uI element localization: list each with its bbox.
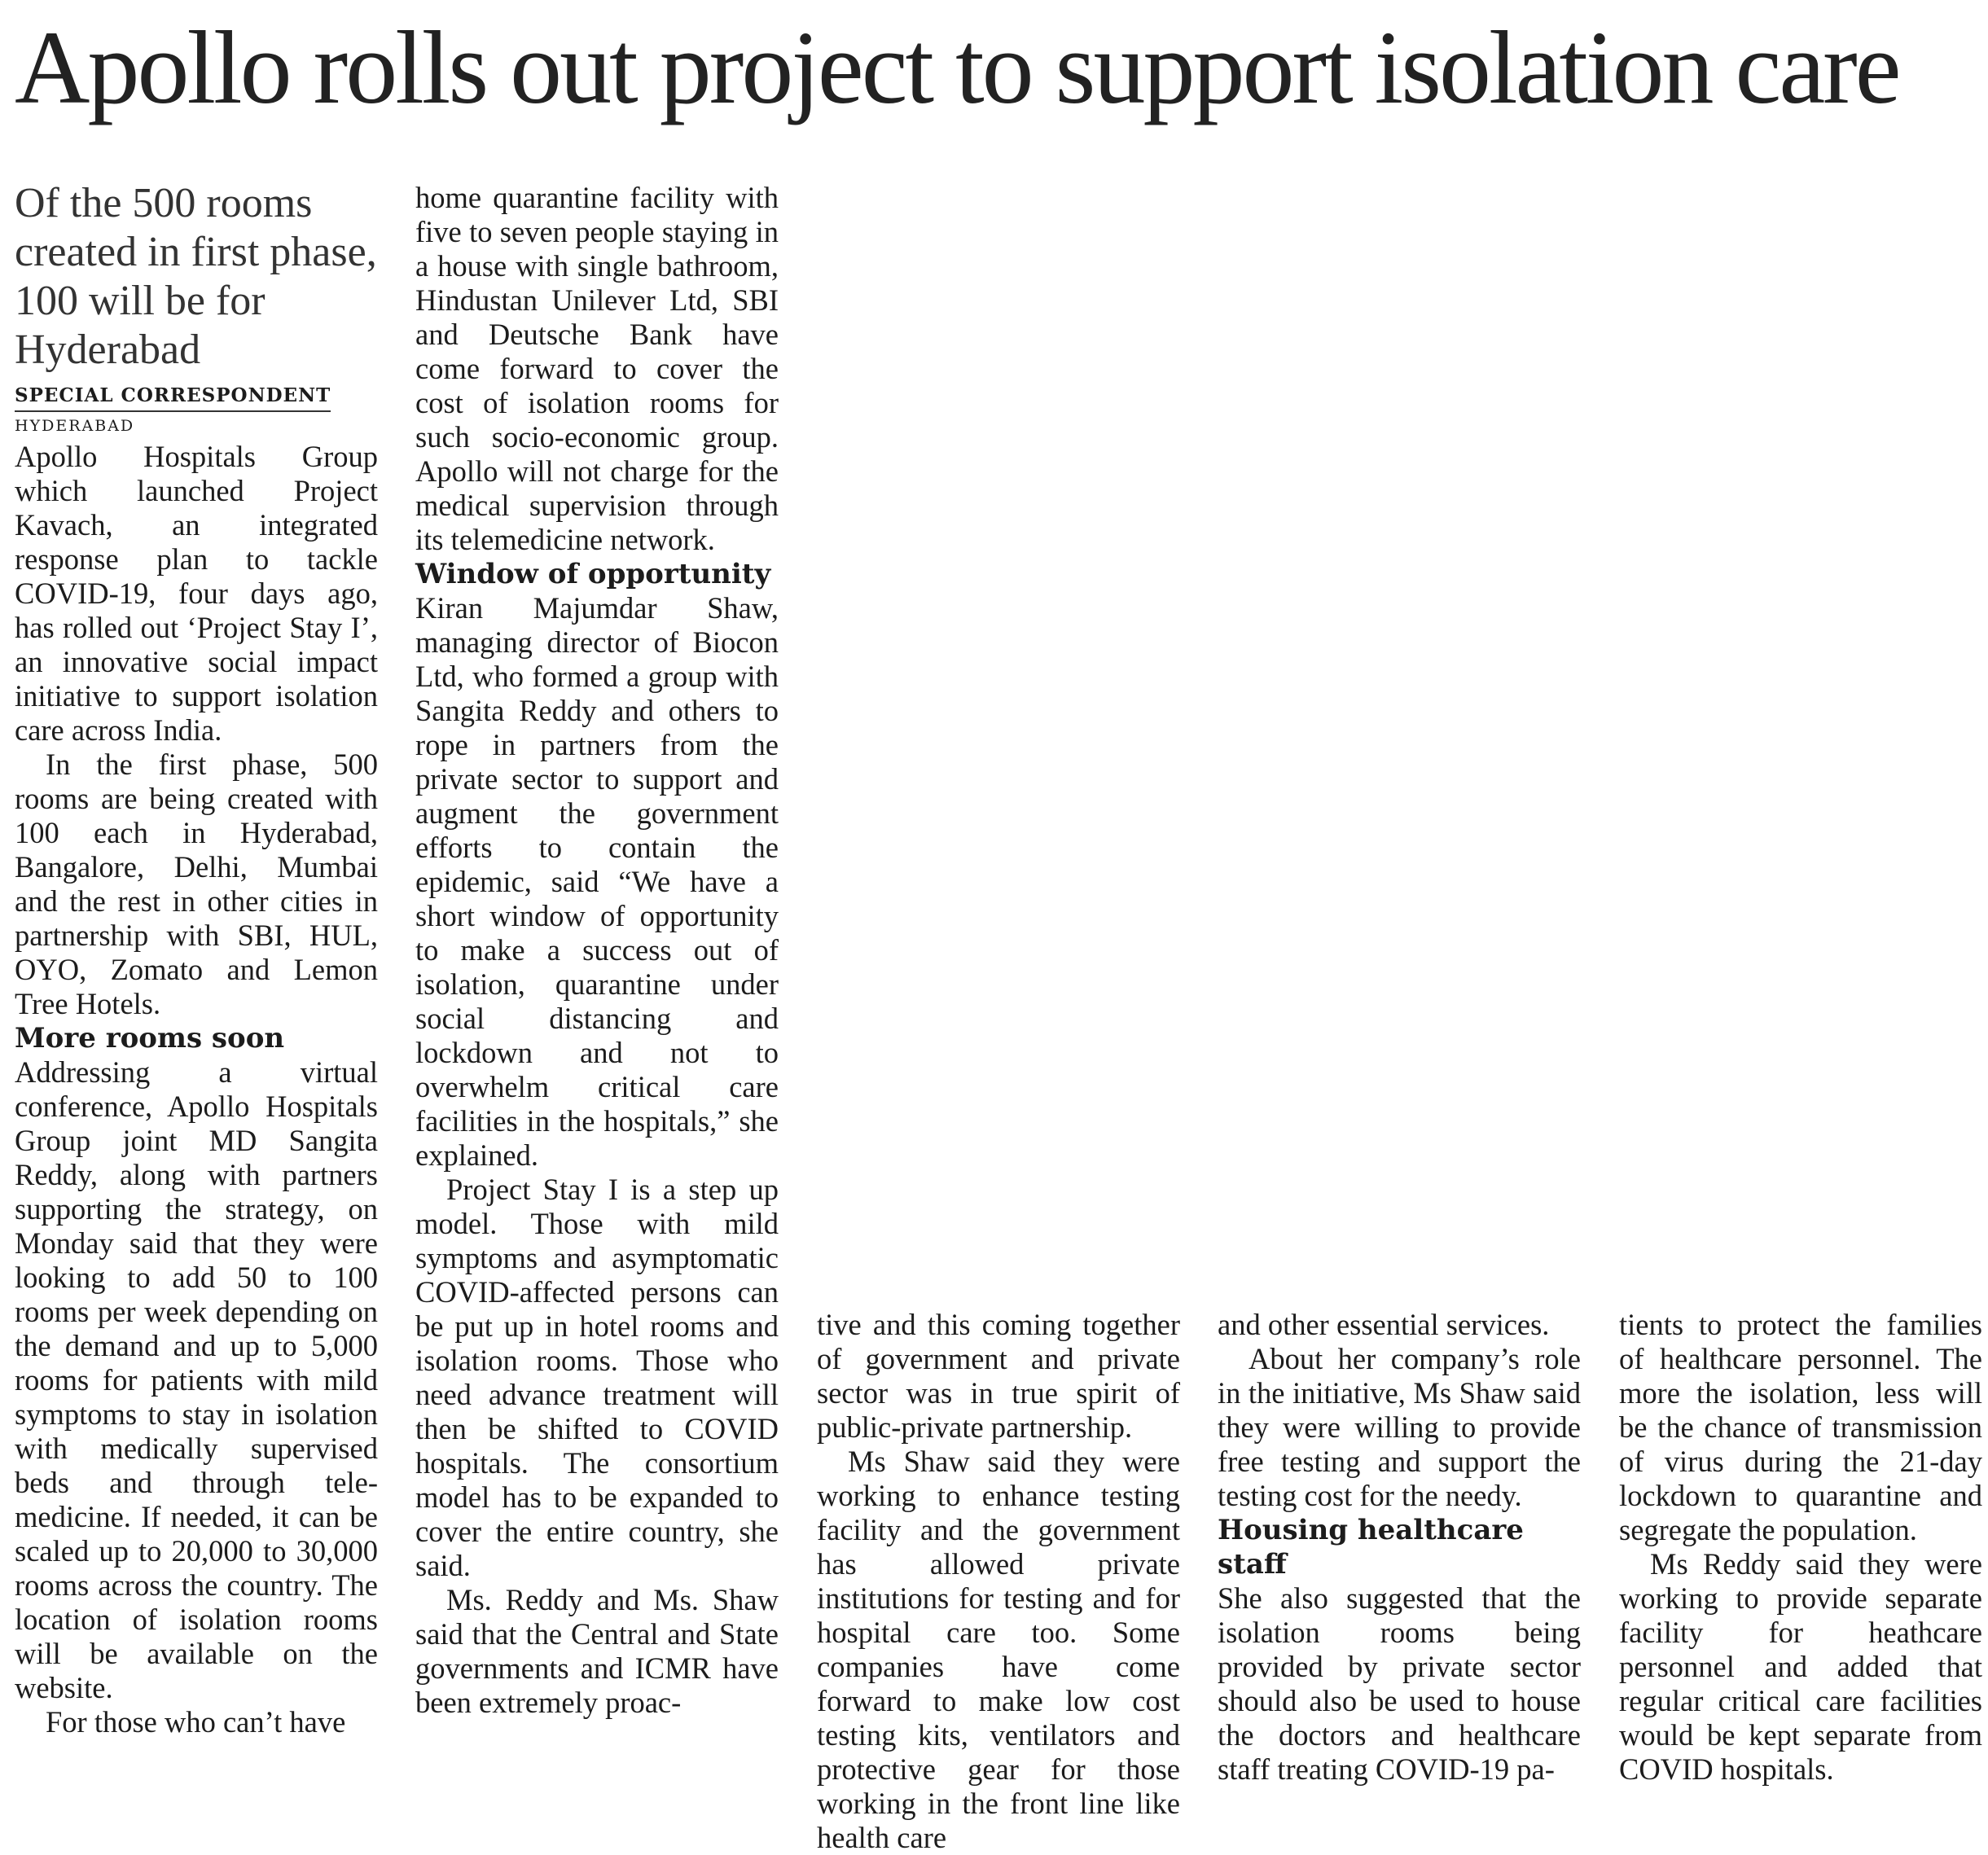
paragraph: Kiran Majumdar Shaw, managing director of Biocon Ltd, who formed a group with Sangita Reddy and others to rope in partners from the private sector to support and augment the government efforts to contain the epidemic, said “We have a short window of opportunity to make a success out of isolation, quarantine under social distancing and lockdown and not to overwhelm critical care facilities in the hospitals,” she explained.	[415, 591, 779, 1172]
paragraph: Ms Shaw said they were working to enhance testing facility and the government has allowed private institutions for testing and for hospital care too. Some companies have come forward to make low cost testing kits, ventilators and protective gear for those working in the front line like health care	[817, 1445, 1180, 1854]
paragraph: Apollo Hospitals Group which launched Project Kavach, an integrated response plan to tackle COVID-19, four days ago, has rolled out ‘Project Stay I’, an innovative social impact initiative to support isolation care across India.	[15, 440, 378, 747]
paragraph: Project Stay I is a step up model. Those with mild symptoms and asymptomatic COVID-affected persons can be put up in hotel rooms and isolation rooms. Those who need advance treatment will then be shifted to COVID hospitals. The consortium model has to be expanded to cover the entire country, she said.	[415, 1173, 779, 1582]
article-column-4	[1218, 1308, 1581, 1787]
kicker: Of the 500 rooms created in first phase, 100 will be for Hyderabad	[15, 180, 377, 373]
article-column-5	[1619, 1308, 1982, 1787]
subheading: More rooms soon	[15, 1022, 285, 1055]
paragraph: Addressing a virtual conference, Apollo Hospitals Group joint MD Sangita Reddy, along with partners supporting the strategy, on Monday said that they were looking to add 50 to 100 rooms per week depending on the demand and up to 5,000 rooms for patients with mild symptoms to stay in isolation with medically supervised beds and through tele-medicine. If needed, it can be scaled up to 20,000 to 30,000 rooms across the country. The location of isolation rooms will be available on the website.	[15, 1055, 378, 1704]
paragraph: About her company’s role in the initiative, Ms Shaw said they were willing to provide free testing and support the testing cost for the needy.	[1218, 1342, 1581, 1512]
article-column-3	[817, 1308, 1180, 1855]
paragraph: tients to protect the families of healthcare personnel. The more the isolation, less will be the chance of transmission of virus during the 21-day lockdown to quarantine and segregate the population.	[1619, 1308, 1982, 1546]
headline: Apollo rolls out project to support isolation care	[15, 10, 1899, 125]
paragraph: In the first phase, 500 rooms are being created with 100 each in Hyderabad, Bangalore, Delhi, Mumbai and the rest in other cities in partnership with SBI, HUL, OYO, Zomato and Lemon Tree Hotels.	[15, 748, 378, 1020]
article-column-2	[415, 181, 779, 1720]
paragraph: Ms. Reddy and Ms. Shaw said that the Central and State governments and ICMR have been extremely proac-	[415, 1583, 779, 1719]
paragraph: Ms Reddy said they were working to provide separate facility for heathcare personnel and added that regular critical care facilities would be kept separate from COVID hospitals.	[1619, 1547, 1982, 1786]
subheading: Housing healthcare staff	[1218, 1514, 1524, 1581]
paragraph: and other essential services.	[1218, 1308, 1550, 1341]
paragraph: tive and this coming together of government and private sector was in true spirit of public-private partnership.	[817, 1308, 1180, 1444]
paragraph: For those who can’t have	[46, 1705, 346, 1739]
subheading: Window of opportunity	[415, 558, 771, 590]
paragraph: home quarantine facility with five to seven people staying in a house with single bathroom, Hindustan Unilever Ltd, SBI and Deutsche Bank have come forward to cover the cost of isolation rooms for such socio-economic group. Apollo will not charge for the medical supervision through its telemedicine network.	[415, 181, 779, 556]
paragraph: She also suggested that the isolation rooms being provided by private sector should also be used to house the doctors and healthcare staff treating COVID-19 pa-	[1218, 1581, 1581, 1786]
byline: SPECIAL CORRESPONDENT	[15, 384, 331, 412]
dateline: HYDERABAD	[15, 417, 135, 435]
article-column-1	[15, 179, 378, 1739]
